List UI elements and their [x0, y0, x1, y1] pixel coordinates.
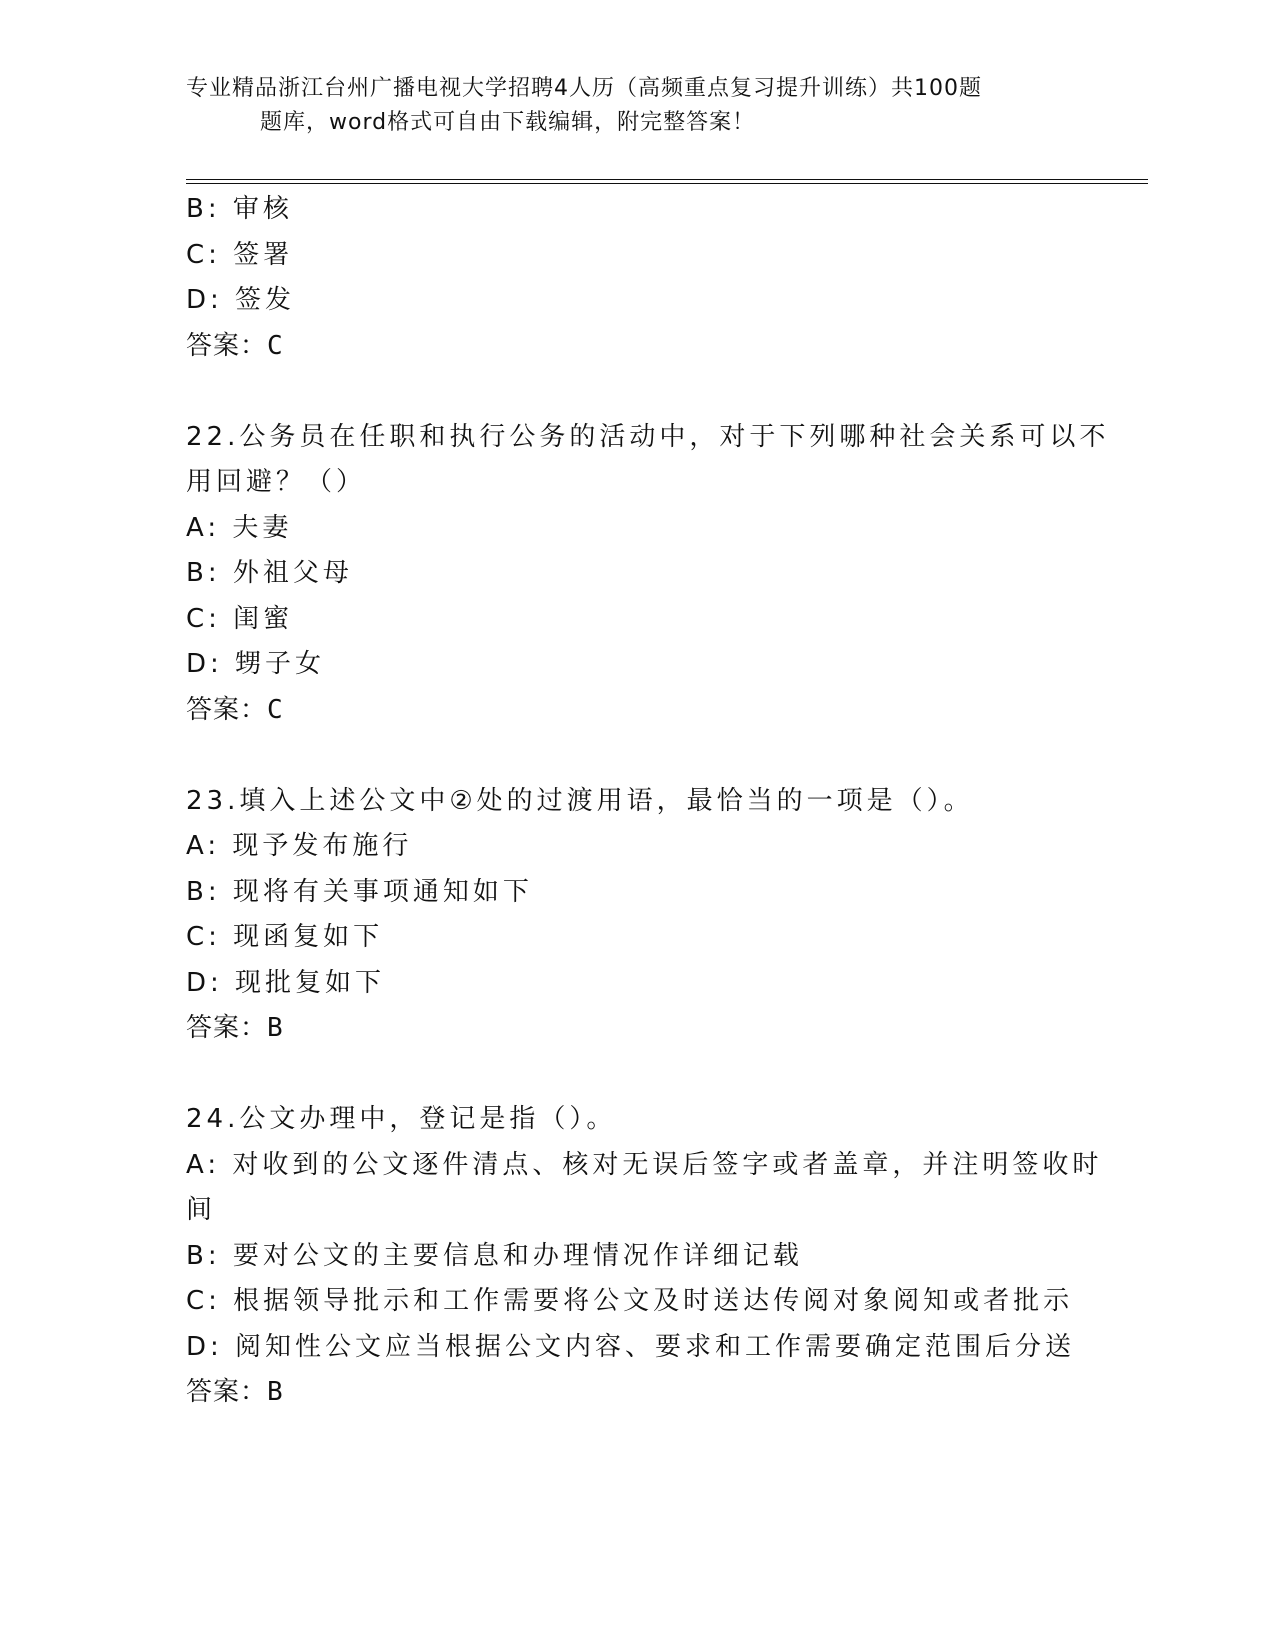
option-c: C: 闺蜜 — [186, 603, 294, 634]
answer-value: C — [267, 694, 284, 725]
option-d: D: 阅知性公文应当根据公文内容、要求和工作需要确定范围后分送 — [186, 1331, 1076, 1362]
option-c: C: 签署 — [186, 239, 294, 270]
answer — [186, 1006, 1086, 1052]
option-b: B: 审核 — [186, 194, 293, 224]
option-d: D: 签发 — [186, 285, 296, 315]
option-a: A: 夫妻 — [186, 512, 293, 543]
question-stem-line-1: 24.公文办理中，登记是指（）。 — [186, 1104, 617, 1134]
option-b: B: 现将有关事项通知如下 — [186, 876, 533, 907]
question-stem-line-1: 23.填入上述公文中②处的过渡用语，最恰当的一项是（）。 — [186, 785, 974, 816]
question-stem — [186, 415, 1110, 506]
question-stem — [186, 1097, 1086, 1143]
answer-label: 答案： — [186, 1377, 268, 1407]
question-22 — [186, 415, 1110, 734]
question-list — [186, 187, 1110, 1416]
header-divider-bottom — [186, 183, 1148, 184]
option-d: D: 甥子女 — [186, 649, 326, 679]
option-d: D: 现批复如下 — [186, 967, 386, 998]
option-a: A: 现予发布施行 — [186, 831, 413, 861]
question-stem-line-1: 22.公务员在任职和执行公务的活动中，对于下列哪种社会关系可以不 — [186, 421, 1110, 452]
header-title-line-2: 题库，word格式可自由下载编辑，附完整答案！ — [260, 110, 756, 135]
answer-label: 答案： — [186, 330, 268, 361]
question-stem — [186, 779, 1086, 825]
spacer — [186, 1052, 1086, 1098]
header-title-line-1: 专业精品浙江台州广播电视大学招聘4人历（高频重点复习提升训练）共100题 — [186, 76, 982, 101]
answer-value: B — [267, 1013, 284, 1043]
option-a-line-2: 间 — [186, 1195, 217, 1225]
option-b: B: 外祖父母 — [186, 558, 353, 588]
answer-value: B — [267, 1377, 284, 1407]
document-header — [186, 72, 1086, 140]
option-b: B: 要对公文的主要信息和办理情况作详细记载 — [186, 1240, 803, 1271]
answer — [186, 324, 1086, 370]
spacer — [186, 369, 1086, 415]
answer-label: 答案： — [186, 1013, 268, 1043]
answer — [186, 688, 1086, 734]
option-a-line-1: A: 对收到的公文逐件清点、核对无误后签字或者盖章，并注明签收时 — [186, 1149, 1103, 1180]
question-stem-line-2: 用回避？（） — [186, 467, 367, 497]
question-23 — [186, 779, 1086, 1052]
answer — [186, 1370, 1086, 1416]
option-c: C: 现函复如下 — [186, 922, 384, 952]
option-c: C: 根据领导批示和工作需要将公文及时送达传阅对象阅知或者批示 — [186, 1286, 1074, 1316]
option-a — [186, 1143, 1103, 1234]
answer-label: 答案： — [186, 694, 268, 725]
spacer — [186, 733, 1086, 779]
question-24 — [186, 1097, 1103, 1416]
answer-value: C — [267, 330, 284, 361]
header-divider-top — [186, 179, 1148, 180]
question-21 — [186, 187, 1086, 369]
